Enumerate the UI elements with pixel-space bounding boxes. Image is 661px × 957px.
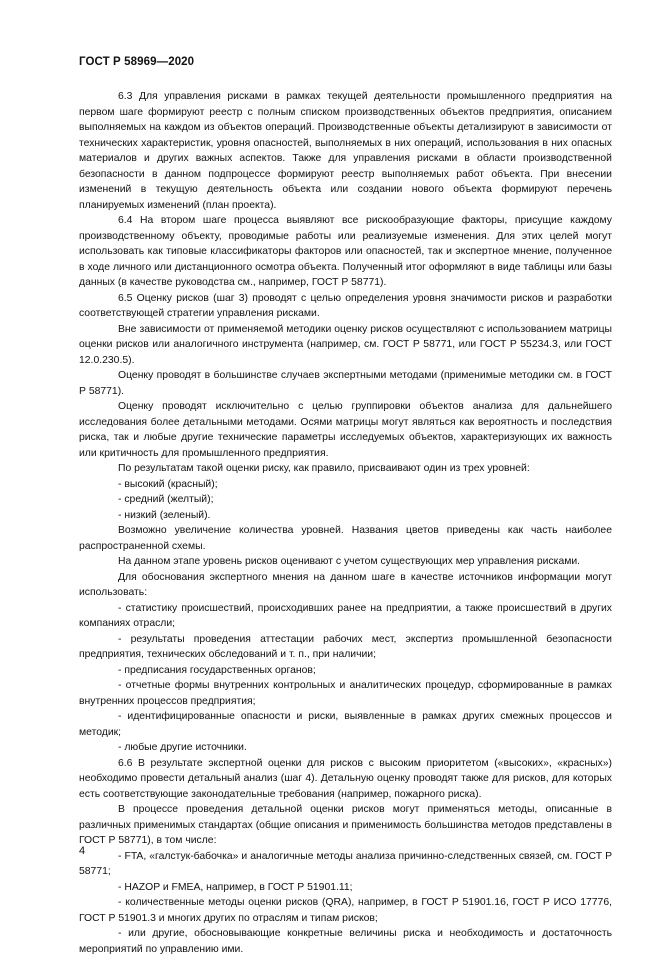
list-item: - любые другие источники.	[118, 742, 247, 753]
page-number: 4	[79, 845, 86, 857]
list-item: - FTA, «галстук-бабочка» и аналогичные методы анализа причинно-следственных связей, см. ГОСТ Р 58771;	[79, 850, 612, 877]
paragraph: Для обоснования экспертного мнения на данном шаге в качестве источников информации могут использовать:	[79, 571, 612, 598]
paragraph: В процессе проведения детальной оценки рисков могут применяться методы, описанные в различных применимых стандартах (общие описания и применимость большинства методов представлены в ГОСТ Р 58771), в том числе:	[79, 804, 612, 846]
list-item: - отчетные формы внутренних контрольных и аналитических процедур, сформированные в рамках внутренних процессов предприятия;	[79, 680, 612, 707]
paragraph: Возможно увеличение количества уровней. Названия цветов приведены как часть наиболее распространенной схемы.	[79, 525, 612, 552]
paragraph-6-6: 6.6 В результате экспертной оценки для рисков с высоким приоритетом («высоких», «красных») необходимо провести детальный анализ (шаг 4). Детальную оценку проводят также для рисков, для которых есть соответствующие законодательные требования (например, пожарного риска).	[79, 757, 612, 800]
list-item: - статистику происшествий, происходивших ранее на предприятии, а также происшествий в других компаниях отрасли;	[79, 602, 612, 629]
paragraph-6-5: 6.5 Оценку рисков (шаг 3) проводят с целью определения уровня значимости рисков и разработки соответствующей стратегии управления рисками.	[79, 292, 612, 319]
paragraph: Оценку проводят исключительно с целью группировки объектов анализа для дальнейшего исследования более детальными методами. Осями матрицы могут являться как вероятность и последствия риска, так и любые другие технические параметры исследуемых объектов, характеризующих их важность или критичность для промышленного предприятия.	[79, 401, 612, 459]
list-item: - количественные методы оценки рисков (QRA), например, в ГОСТ Р 51901.16, ГОСТ Р ИСО 17776, ГОСТ Р 51901.3 и многих других по отраслям и типам рисков;	[79, 897, 612, 924]
list-item: - идентифицированные опасности и риски, выявленные в рамках других смежных процессов и методик;	[79, 711, 612, 738]
paragraph: Оценку проводят в большинстве случаев экспертными методами (применимые методики см. в ГОСТ Р 58771).	[79, 370, 612, 397]
list-item: - или другие, обосновывающие конкретные величины риска и необходимость и достаточность мероприятий по управлению ими.	[79, 928, 612, 955]
list-item: - HAZOP и FMEA, например, в ГОСТ Р 51901.11;	[118, 881, 353, 893]
document-body	[79, 89, 612, 957]
list-item: - средний (желтый);	[118, 494, 214, 505]
paragraph: Вне зависимости от применяемой методики оценку рисков осуществляют с использованием матрицы оценки рисков или аналогичного инструмента (например, см. ГОСТ Р 58771, или ГОСТ Р 55234.3, или ГОСТ 12.0.230.5).	[79, 323, 612, 366]
document-header: ГОСТ Р 58969—2020	[79, 56, 195, 68]
list-item: - предписания государственных органов;	[118, 664, 316, 676]
paragraph: На данном этапе уровень рисков оценивают с учетом существующих мер управления рисками.	[118, 556, 581, 567]
paragraph-6-4: 6.4 На втором шаге процесса выявляют все рискообразующие факторы, присущие каждому производственному объекту, проводимые работы или реализуемые изменения. Для этих целей могут использовать как типовые классификаторы факторов или опасностей, так и экспертное мнение, полученное в ходе личного или дистанционного осмотра объекта. Полученный итог оформляют в виде таблицы или базы данных (в качестве руководства см., например, ГОСТ Р 58771).	[79, 215, 612, 288]
list-item: - результаты проведения аттестации рабочих мест, экспертиз промышленной безопасности предприятия, технических обследований и т. п., при наличии;	[79, 633, 612, 660]
list-item: - низкий (зеленый).	[118, 509, 211, 521]
paragraph: По результатам такой оценки риску, как правило, присваивают один из трех уровней:	[118, 463, 530, 474]
list-item: - высокий (красный);	[118, 478, 218, 490]
paragraph-6-3: 6.3 Для управления рисками в рамках текущей деятельности промышленного предприятия на первом шаге формируют реестр с полным списком производственных объектов предприятия, описанием выполняемых на каждом из объектов операций. Производственные объекты детализируют в зависимости от технических характеристик, уровня опасностей, выполняемых в них операций, использования в них опасных материалов и других важных аспектов. Также для управления рисками в области производственной безопасности в данном подпроцессе формируют реестр выполняемых работ объекта. При внесении изменений в текущую деятельность объекта или создании нового объекта формируют перечень планируемых изменений (план проекта).	[79, 91, 612, 211]
